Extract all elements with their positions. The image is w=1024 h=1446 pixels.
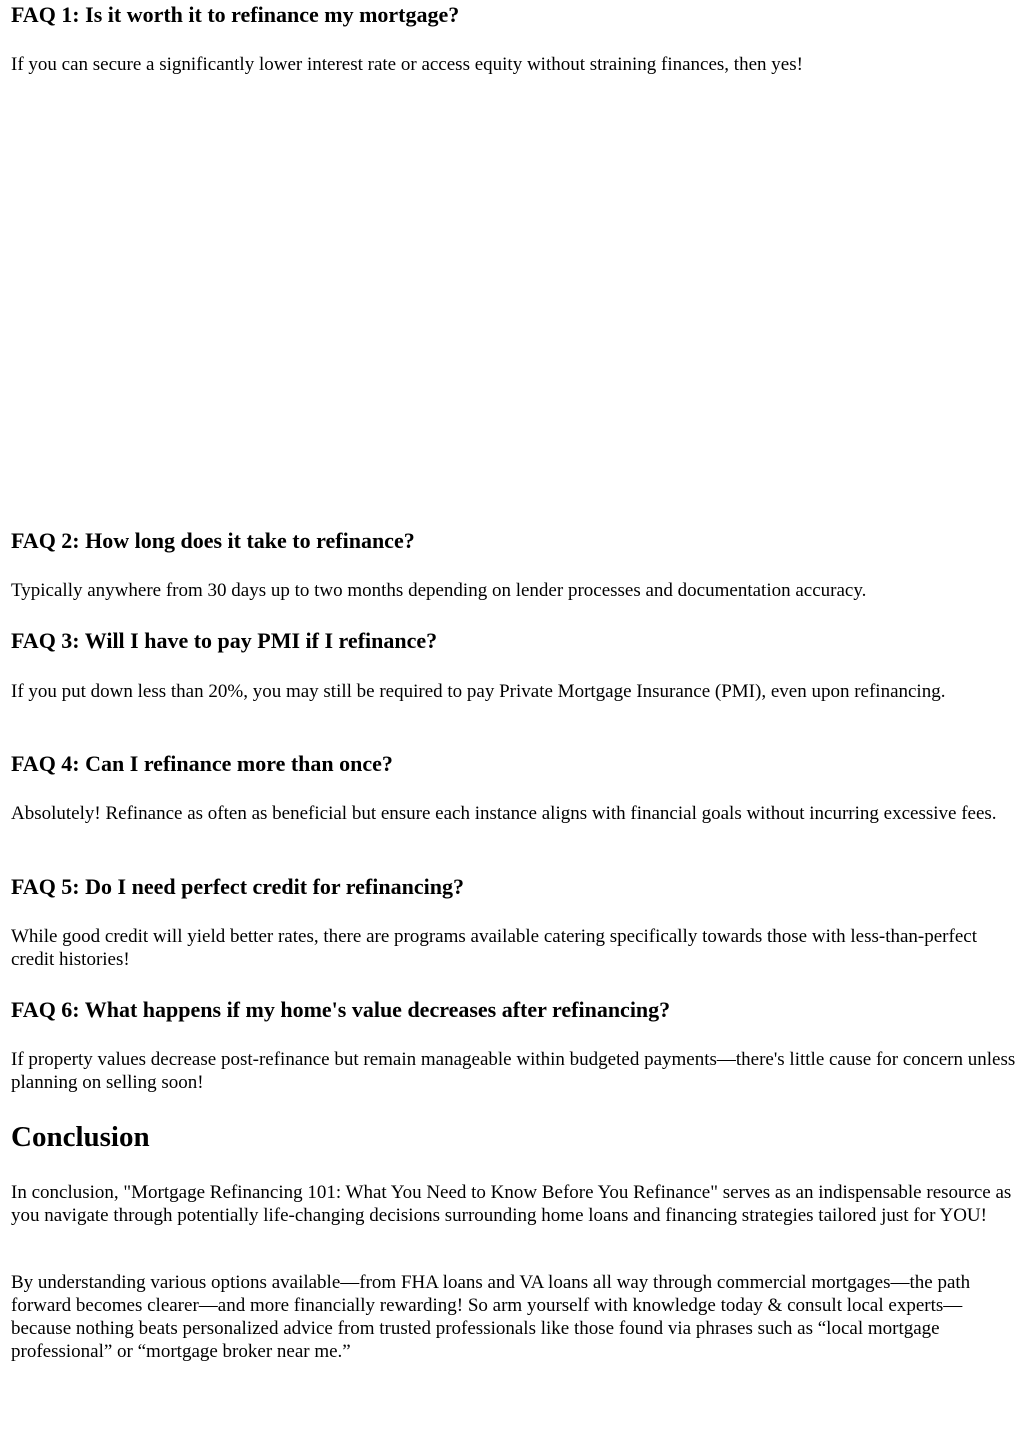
faq-3-question: FAQ 3: Will I have to pay PMI if I refinance? — [11, 628, 438, 653]
faq-2-answer: Typically anywhere from 30 days up to two months depending on lender processes and documentation accuracy. — [11, 580, 867, 601]
conclusion-paragraph-1: In conclusion, "Mortgage Refinancing 101: What You Need to Know Before You Refinance" serves as an indispensable resource as you navigate through potentially life-changing decisions surrounding home loans and financing strategies tailored just for YOU! — [11, 1182, 1012, 1226]
faq-6-question: FAQ 6: What happens if my home's value decreases after refinancing? — [11, 997, 671, 1022]
faq-2-question: FAQ 2: How long does it take to refinance? — [11, 528, 415, 553]
faq-5-answer: While good credit will yield better rates, there are programs available catering specifically towards those with less-than-perfect credit histories! — [11, 926, 977, 970]
faq-1-question: FAQ 1: Is it worth it to refinance my mortgage? — [11, 2, 460, 27]
conclusion-paragraph-2: By understanding various options available—from FHA loans and VA loans all way through commercial mortgages—the path forward becomes clearer—and more financially rewarding! So arm yourself with knowledge today & consult local experts—because nothing beats personalized advice from trusted professionals like those found via phrases such as “local mortgage professional” or “mortgage broker near me.” — [11, 1272, 971, 1362]
faq-4-answer: Absolutely! Refinance as often as beneficial but ensure each instance aligns with financial goals without incurring excessive fees. — [11, 803, 997, 824]
faq-5-question: FAQ 5: Do I need perfect credit for refinancing? — [11, 874, 464, 899]
conclusion-heading: Conclusion — [11, 1121, 150, 1153]
faq-1-answer: If you can secure a significantly lower interest rate or access equity without straining finances, then yes! — [11, 54, 803, 75]
faq-4-question: FAQ 4: Can I refinance more than once? — [11, 751, 393, 776]
faq-6-answer: If property values decrease post-refinance but remain manageable within budgeted payments—there's little cause for concern unless planning on selling soon! — [11, 1049, 1016, 1093]
faq-3-answer: If you put down less than 20%, you may still be required to pay Private Mortgage Insurance (PMI), even upon refinancing. — [11, 681, 946, 702]
